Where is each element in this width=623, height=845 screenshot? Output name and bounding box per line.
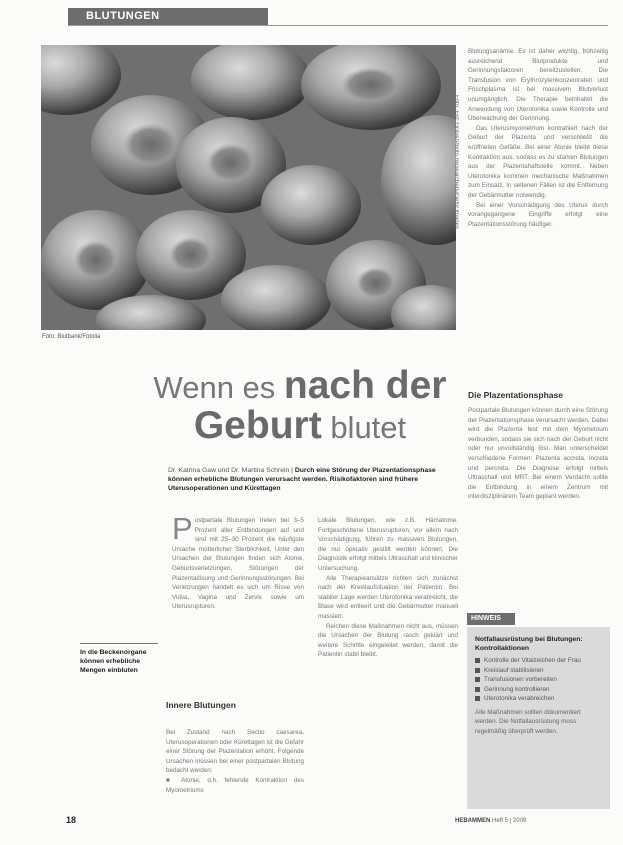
title-word-small: blutet <box>330 410 407 445</box>
hint-title: Notfallausrüstung bei Blutungen: Kontrollaktionen <box>475 636 583 652</box>
paragraph: Alle Therapieansätze richten sich zunächst nach der Kreislaufsituation der Patientin. Bei stabiler Lage werden Uterotonika verabreicht, die Blase wird entleert und die Gebärmutter manuell massiert. <box>318 574 458 620</box>
paragraph: Bei Zustand nach Sectio caesarea, Uterusoperationen oder Kürettagen ist die Gefahr einer Störung der Plazentation erhöht. Folgende Ursachen müssen bei einer postpartalen Blutung bedacht werden: <box>166 729 304 775</box>
hint-item: Gerinnung kontrollieren <box>475 685 602 695</box>
sidebar-rule <box>80 643 158 644</box>
paragraph: Reichen diese Maßnahmen nicht aus, müssen die Ursachen der Blutung rasch geklärt und weitere Schritte eingeleitet werden, damit die Patientin stabil bleibt. <box>318 622 458 659</box>
body-column-2 <box>318 516 458 814</box>
bullet-square-icon <box>475 658 480 663</box>
article-title-line2 <box>130 404 470 448</box>
title-word-big: nach der <box>283 364 447 407</box>
footer-journal <box>455 818 526 824</box>
subheading-placentation: Die Plazentationsphase <box>468 390 563 400</box>
subheading-inner-bleeding: Innere Blutungen <box>166 700 236 710</box>
section-header-label: BLUTUNGEN <box>86 10 160 22</box>
paragraph: Das Uterusmyometrium kontrahiert nach der Geburt der Plazenta und verschließt die eröffneten Gefäße. Bei einer Atonie bleibt diese Kontraktion aus, sodass es zu starken Blutungen aus der Plazentahaftstelle kommt. Neben Uterotonika kommen mechanische Maßnahmen zum Einsatz. In seltenen Fällen ist die Entfernung der Gebärmutter notwendig. <box>468 124 608 199</box>
issue-info: Heft 5 | 2009 <box>492 818 527 824</box>
drop-cap: P <box>172 516 193 546</box>
journal-name: HEBAMMEN <box>455 818 491 824</box>
body-column-1-lower <box>166 728 304 823</box>
article-lead: Durch eine Störung der Plazentationsphase können erhebliche Blutungen verursacht werden. Risikofaktoren sind frühere Uterusoperationen und Kürettagen <box>168 467 436 492</box>
body-column-right-bottom <box>468 406 608 604</box>
intro-paragraph: ostpartale Blutungen treten bei 3–5 Prozent aller Entbindungen auf und sind mit 25–30 Prozent die häufigste Ursache mütterlicher Sterblichkeit. Unter den Ursachen der Blutungen finden sich Atonie, Geburtsverletzungen, Störungen der Plazentalösung und Gerinnungsstörungen. Bei Verletzungen handelt es sich um Risse von Vulva, Vagina und Zervix sowie um Uterusrupturen. <box>172 517 304 611</box>
paragraph: Postpartale Blutungen können durch eine Störung der Plazentationsphase verursacht werden. Dabei wird die Plazenta fest mit dem Myometrium verbunden, sodass sie sich nach der Geburt nicht oder nur unvollständig löst. Man unterscheidet verschiedene Formen: Plazenta accreta, increta und percreta. Die Diagnose erfolgt mittels Ultraschall und MRT. Bei einem Verdacht sollte die Entbindung in einem Zentrum mit interdisziplinärem Team geplant werden. <box>468 407 608 501</box>
page-number: 18 <box>66 815 77 825</box>
title-word-small: Wenn es <box>153 370 276 405</box>
bullet-square-icon <box>475 687 480 692</box>
paragraph: Blutungsanämie. Es ist daher wichtig, frühzeitig ausreichend Blutprodukte und Gerinnungsfaktoren bereitzustellen. Die Transfusion von Erythrozytenkonzentraten und Frischplasma ist bei massivem Blutverlust unumgänglich. Die Therapie beinhaltet die Anwendung von Uterotonika sowie Kontrolle und Überwachung der Gerinnung. <box>468 48 608 123</box>
article-title-line1 <box>130 364 470 408</box>
body-column-1 <box>172 516 304 628</box>
photo-credit-vertical: Foto: Eric Grave/Photo Researchers/Getty Images <box>453 95 459 230</box>
hint-box <box>467 627 610 809</box>
header-rule <box>68 25 608 26</box>
paragraph: Lokale Blutungen, wie z.B. Hämatome. Fortgeschrittene Uterusrupturen, vor allem nach Vorschädigung, führen zu massiven Blutungen, die nur operativ gestillt werden können. Die Diagnostik erfolgt mittels Ultraschall und klinischer Untersuchung. <box>318 517 458 572</box>
hint-item: Transfusionen vorbereiten <box>475 675 602 685</box>
hint-item: Kreislauf stabilisieren <box>475 666 602 676</box>
bullet-square-icon <box>475 696 480 701</box>
hint-item: Kontrolle der Vitalzeichen der Frau <box>475 656 602 666</box>
sidebar-caption: In die Beckenorgane können erhebliche Mengen einbluten <box>80 649 147 674</box>
author-names: Dr. Katrina Gaw und Dr. Martina Schrein <box>168 467 290 474</box>
article-byline: Dr. Katrina Gaw und Dr. Martina Schrein | Durch eine Störung der Plazentationsphase können erhebliche Blutungen verursacht werden. Risikofaktoren sind frühere Uterusoperationen und Kürettagen <box>168 467 436 492</box>
blood-cells-photo <box>41 45 456 330</box>
hint-list <box>475 656 602 704</box>
bullet-square-icon <box>475 668 480 673</box>
hint-label: HINWEIS <box>467 613 515 625</box>
paragraph: Bei einer Vorschädigung des Uterus durch vorangegangene Eingriffe erfolgt eine Plazentationsstörung häufiger. <box>468 201 608 228</box>
hint-body: Alle Maßnahmen sollten dokumentiert werden. Die Notfallausrüstung muss regelmäßig überprüft werden. <box>475 708 581 735</box>
body-column-right-top <box>468 47 608 372</box>
bullet-item: ■ Atonie, d.h. fehlende Kontraktion des Myometriums <box>166 776 304 794</box>
photo-credit: Foto: Blutbank/Fotolia <box>42 334 101 340</box>
title-word-big: Geburt <box>193 404 322 447</box>
bullet-square-icon <box>475 677 480 682</box>
hint-item: Uterotonika verabreichen <box>475 694 602 704</box>
